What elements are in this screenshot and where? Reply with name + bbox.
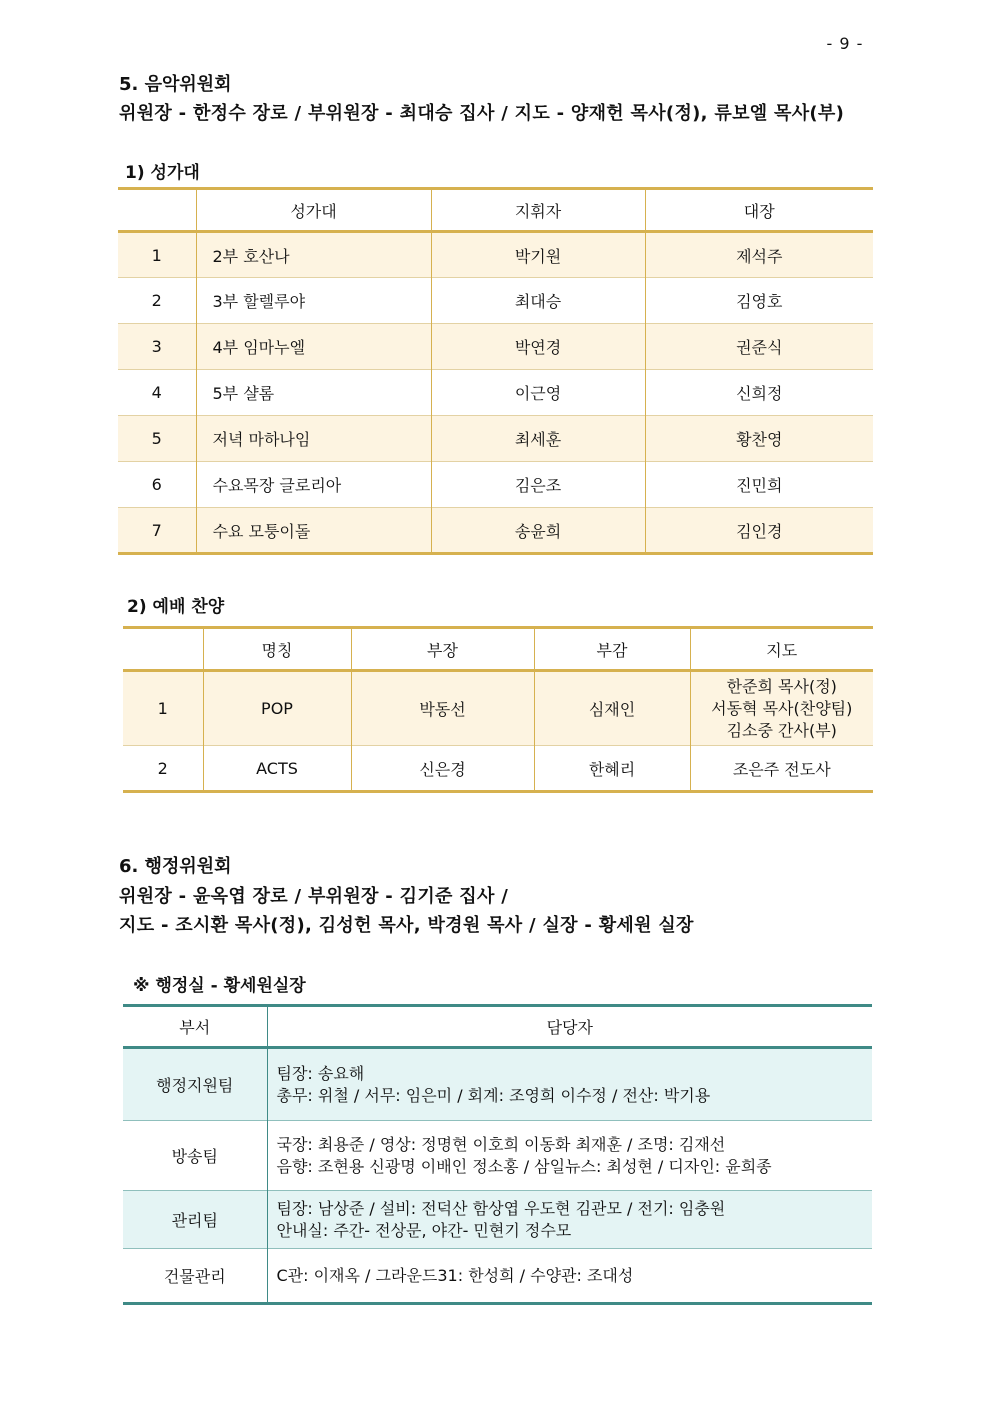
leader-name: 김영호: [645, 278, 873, 324]
team-name: ACTS: [203, 746, 351, 792]
section-6-title: 6. 행정위원회: [119, 856, 232, 877]
choir-name: 수요 모퉁이돌: [196, 508, 431, 554]
leader-name: 신희정: [645, 370, 873, 416]
department-name: 방송팀: [123, 1121, 267, 1191]
table-row: [118, 232, 873, 278]
praise-header-guide: 지도: [690, 628, 873, 671]
deputy-name: 한혜리: [534, 746, 690, 792]
row-number: 6: [118, 462, 196, 508]
leader-name: 김인경: [645, 508, 873, 554]
choir-table: [118, 187, 873, 555]
leader-name: 황찬영: [645, 416, 873, 462]
leader-name: 진민희: [645, 462, 873, 508]
staff-line: 팀장: 송요해: [276, 1063, 365, 1083]
conductor-name: 박기원: [431, 232, 645, 278]
praise-header-head: 부장: [351, 628, 534, 671]
table-row: [118, 370, 873, 416]
choir-header-row: [118, 189, 873, 232]
praise-subtitle: 2) 예배 찬양: [127, 597, 225, 617]
choir-header-name: 성가대: [196, 189, 431, 232]
staff-cell: [267, 1191, 872, 1249]
conductor-name: 이근영: [431, 370, 645, 416]
table-row: [123, 1121, 872, 1191]
choir-name: 2부 호산나: [196, 232, 431, 278]
admin-header-staff: 담당자: [267, 1006, 872, 1048]
praise-table: [123, 626, 873, 793]
choir-header-leader: 대장: [645, 189, 873, 232]
row-number: 7: [118, 508, 196, 554]
conductor-name: 최세훈: [431, 416, 645, 462]
choir-name: 3부 할렐루야: [196, 278, 431, 324]
row-number: 1: [123, 671, 203, 746]
page-number: - 9 -: [826, 34, 864, 53]
section-6-leaders-line-2: 지도 - 조시환 목사(정), 김성헌 목사, 박경원 목사 / 실장 - 황세원 실장: [119, 915, 694, 936]
staff-cell: [267, 1249, 872, 1304]
section-6-leaders-line-1: 위원장 - 윤옥엽 장로 / 부위원장 - 김기준 집사 /: [119, 886, 509, 907]
staff-line: C관: 이재옥 / 그라운드31: 한성희 / 수양관: 조대성: [276, 1265, 634, 1285]
choir-name: 수요목장 글로리아: [196, 462, 431, 508]
table-row: [123, 1191, 872, 1249]
leader-name: 제석주: [645, 232, 873, 278]
admin-header-row: [123, 1006, 872, 1048]
row-number: 1: [118, 232, 196, 278]
table-row: [123, 746, 873, 792]
guide-line: 김소중 간사(부): [726, 720, 837, 740]
staff-cell: [267, 1121, 872, 1191]
conductor-name: 최대승: [431, 278, 645, 324]
staff-line: 안내실: 주간- 전상문, 야간- 민현기 정수모: [276, 1220, 572, 1240]
table-row: [118, 278, 873, 324]
praise-header-deputy: 부감: [534, 628, 690, 671]
row-number: 2: [123, 746, 203, 792]
admin-office-subtitle: ※ 행정실 - 황세원실장: [133, 976, 306, 996]
guide-cell: [690, 671, 873, 746]
table-row: [123, 1048, 872, 1121]
admin-header-dept: 부서: [123, 1006, 267, 1048]
staff-line: 국장: 최용준 / 영상: 정명현 이호희 이동화 최재훈 / 조명: 김재선: [276, 1134, 726, 1154]
admin-table: [123, 1004, 872, 1305]
table-row: [118, 462, 873, 508]
leader-name: 권준식: [645, 324, 873, 370]
row-number: 4: [118, 370, 196, 416]
staff-cell: [267, 1048, 872, 1121]
conductor-name: 박연경: [431, 324, 645, 370]
row-number: 3: [118, 324, 196, 370]
table-row: [123, 671, 873, 746]
table-row: [118, 324, 873, 370]
praise-header-number: [123, 628, 203, 671]
staff-line: 팀장: 남상준 / 설비: 전덕산 함상엽 우도현 김관모 / 전기: 임충원: [276, 1198, 726, 1218]
praise-header-name: 명칭: [203, 628, 351, 671]
row-number: 2: [118, 278, 196, 324]
staff-line: 음향: 조현용 신광명 이배인 정소홍 / 삼일뉴스: 최성현 / 디자인: 윤희종: [276, 1156, 772, 1176]
head-name: 박동선: [351, 671, 534, 746]
staff-line: 총무: 위철 / 서무: 임은미 / 회계: 조영희 이수정 / 전산: 박기용: [276, 1085, 711, 1105]
choir-name: 5부 샬롬: [196, 370, 431, 416]
conductor-name: 송윤희: [431, 508, 645, 554]
deputy-name: 심재인: [534, 671, 690, 746]
praise-header-row: [123, 628, 873, 671]
guide-line: 서동혁 목사(찬양팀): [711, 698, 853, 718]
conductor-name: 김은조: [431, 462, 645, 508]
table-row: [118, 508, 873, 554]
guide-cell: [690, 746, 873, 792]
table-row: [123, 1249, 872, 1304]
table-row: [118, 416, 873, 462]
row-number: 5: [118, 416, 196, 462]
choir-header-number: [118, 189, 196, 232]
department-name: 행정지원팀: [123, 1048, 267, 1121]
department-name: 관리팀: [123, 1191, 267, 1249]
section-5-title: 5. 음악위원회: [119, 74, 232, 95]
guide-line: 조은주 전도사: [732, 759, 831, 779]
team-name: POP: [203, 671, 351, 746]
department-name: 건물관리: [123, 1249, 267, 1304]
choir-name: 4부 임마누엘: [196, 324, 431, 370]
choir-name: 저녁 마하나임: [196, 416, 431, 462]
guide-line: 한준희 목사(정): [726, 676, 837, 696]
choir-subtitle: 1) 성가대: [125, 163, 200, 183]
section-5-leaders: 위원장 - 한정수 장로 / 부위원장 - 최대승 집사 / 지도 - 양재헌 목사(정), 류보엘 목사(부): [119, 103, 845, 124]
choir-header-conductor: 지휘자: [431, 189, 645, 232]
head-name: 신은경: [351, 746, 534, 792]
